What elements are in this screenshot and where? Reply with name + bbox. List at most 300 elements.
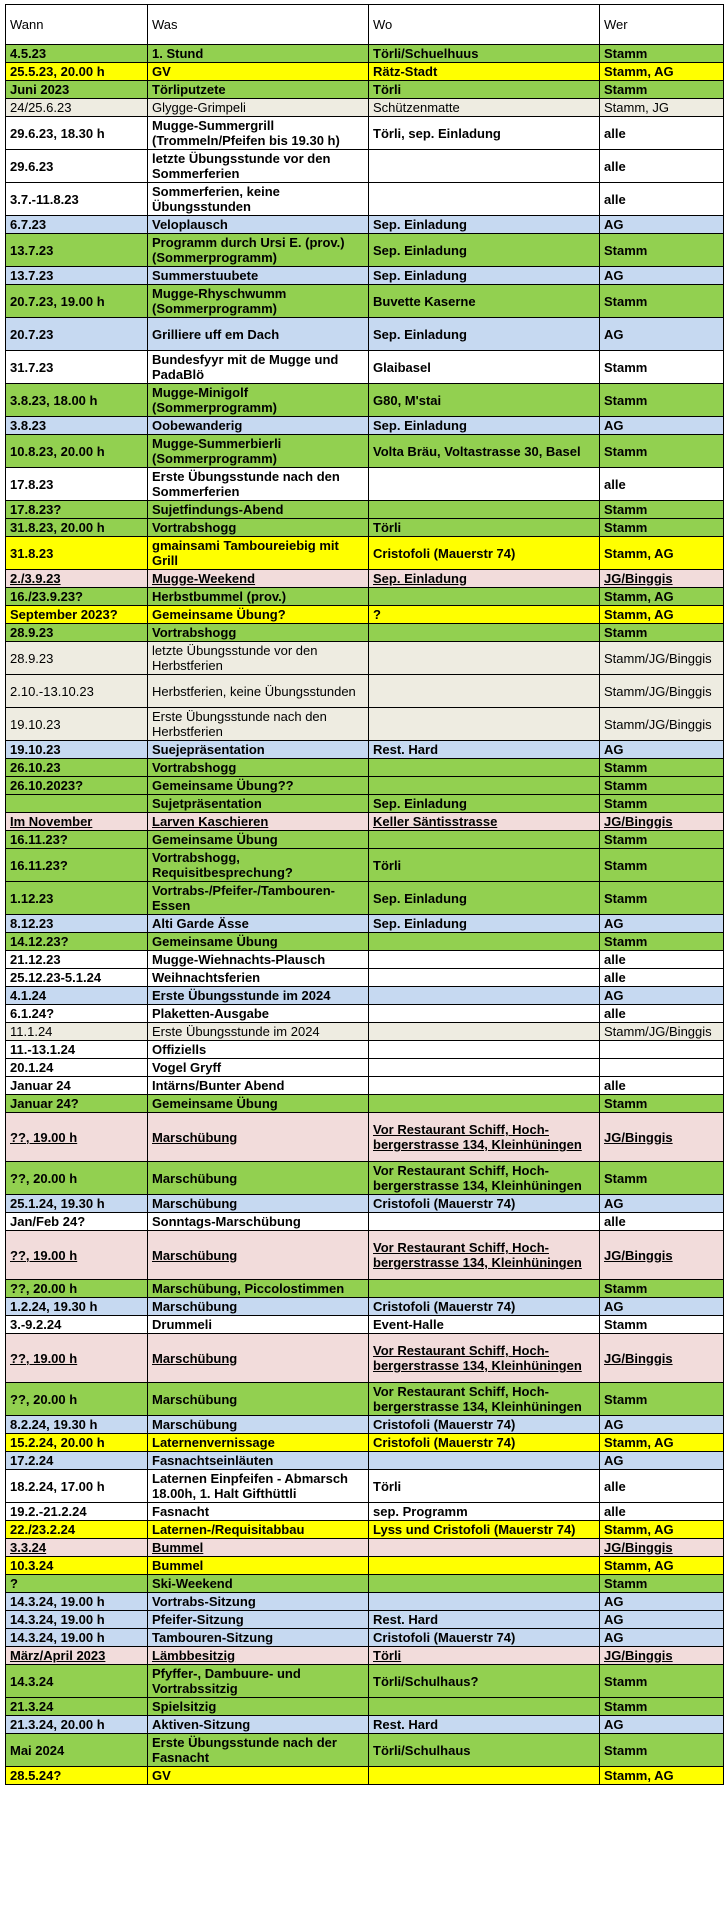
cell-wann: 3.-9.2.24 <box>6 1316 148 1334</box>
table-row <box>6 234 724 267</box>
cell-wer: AG <box>600 1593 724 1611</box>
cell-was: Mugge-Wiehnachts-Plausch <box>148 951 369 969</box>
cell-wann: Mai 2024 <box>6 1734 148 1767</box>
cell-was: Grilliere uff em Dach <box>148 318 369 351</box>
cell-wo: Schützenmatte <box>369 99 600 117</box>
cell-was: Bundesfyyr mit de Mugge und PadaBlö <box>148 351 369 384</box>
cell-wer: AG <box>600 1611 724 1629</box>
table-row <box>6 1005 724 1023</box>
cell-wo <box>369 1698 600 1716</box>
cell-was: Fasnachtseinläuten <box>148 1452 369 1470</box>
cell-was: Marschübung <box>148 1113 369 1162</box>
cell-wo: Törli <box>369 1470 600 1503</box>
cell-wo: Vor Restaurant Schiff, Hoch-bergerstrasse 134, Kleinhüningen <box>369 1334 600 1383</box>
cell-wann: 29.6.23 <box>6 150 148 183</box>
cell-wo <box>369 1077 600 1095</box>
cell-wo <box>369 777 600 795</box>
cell-wann: 3.8.23, 18.00 h <box>6 384 148 417</box>
cell-wann: 21.12.23 <box>6 951 148 969</box>
cell-wo <box>369 1593 600 1611</box>
cell-wann: Im November <box>6 813 148 831</box>
table-row <box>6 570 724 588</box>
cell-wer: Stamm <box>600 933 724 951</box>
table-row <box>6 1113 724 1162</box>
cell-wann: März/April 2023 <box>6 1647 148 1665</box>
cell-wann: 21.3.24 <box>6 1698 148 1716</box>
cell-wer: Stamm <box>600 81 724 99</box>
cell-wann: 6.1.24? <box>6 1005 148 1023</box>
cell-wer: JG/Binggis <box>600 1647 724 1665</box>
cell-wer <box>600 1059 724 1077</box>
table-row <box>6 63 724 81</box>
cell-was: Sujetfindungs-Abend <box>148 501 369 519</box>
cell-was: Marschübung <box>148 1334 369 1383</box>
cell-wann: 20.7.23 <box>6 318 148 351</box>
cell-wer: AG <box>600 741 724 759</box>
cell-wo: Buvette Kaserne <box>369 285 600 318</box>
cell-wann: ??, 19.00 h <box>6 1113 148 1162</box>
cell-wann: 14.3.24 <box>6 1665 148 1698</box>
cell-wann: 16./23.9.23? <box>6 588 148 606</box>
cell-wann: 26.10.2023? <box>6 777 148 795</box>
schedule-body <box>6 45 724 1785</box>
table-row <box>6 117 724 150</box>
cell-wer: Stamm <box>600 285 724 318</box>
cell-wo: Event-Halle <box>369 1316 600 1334</box>
cell-wann: 1.12.23 <box>6 882 148 915</box>
cell-was: GV <box>148 1767 369 1785</box>
table-row <box>6 1452 724 1470</box>
table-row <box>6 831 724 849</box>
cell-wann: 21.3.24, 20.00 h <box>6 1716 148 1734</box>
table-row <box>6 987 724 1005</box>
cell-wo <box>369 1767 600 1785</box>
cell-wann: 14.3.24, 19.00 h <box>6 1611 148 1629</box>
table-row <box>6 1734 724 1767</box>
table-row <box>6 759 724 777</box>
cell-was: Mugge-Weekend <box>148 570 369 588</box>
cell-wo: ? <box>369 606 600 624</box>
cell-wer: Stamm <box>600 351 724 384</box>
cell-was: Marschübung <box>148 1383 369 1416</box>
table-row <box>6 1611 724 1629</box>
cell-wo: Törli <box>369 1647 600 1665</box>
table-row <box>6 150 724 183</box>
cell-wo: Törli/Schulhaus? <box>369 1665 600 1698</box>
table-row <box>6 1416 724 1434</box>
cell-wer: JG/Binggis <box>600 1231 724 1280</box>
cell-wo: Rest. Hard <box>369 1611 600 1629</box>
cell-wer: alle <box>600 1005 724 1023</box>
cell-wo: Sep. Einladung <box>369 318 600 351</box>
cell-wann: Jan/Feb 24? <box>6 1213 148 1231</box>
cell-was: Erste Übungsstunde nach der Fasnacht <box>148 1734 369 1767</box>
cell-wann: 10.3.24 <box>6 1557 148 1575</box>
cell-wer: Stamm, AG <box>600 63 724 81</box>
cell-wer: Stamm <box>600 624 724 642</box>
cell-wo <box>369 933 600 951</box>
cell-wann: 19.2.-21.2.24 <box>6 1503 148 1521</box>
table-row <box>6 1629 724 1647</box>
cell-wann: September 2023? <box>6 606 148 624</box>
cell-wer: Stamm <box>600 759 724 777</box>
table-row <box>6 1503 724 1521</box>
table-row <box>6 1231 724 1280</box>
cell-wer: AG <box>600 417 724 435</box>
cell-wo: Törli/Schulhaus <box>369 1734 600 1767</box>
table-row <box>6 708 724 741</box>
cell-wer: Stamm <box>600 1734 724 1767</box>
cell-wer: Stamm, AG <box>600 1767 724 1785</box>
table-row <box>6 1298 724 1316</box>
cell-wer: Stamm <box>600 1280 724 1298</box>
table-row <box>6 1280 724 1298</box>
header-row <box>6 5 724 45</box>
cell-wer: Stamm <box>600 501 724 519</box>
cell-wo <box>369 969 600 987</box>
cell-wo <box>369 1059 600 1077</box>
table-row <box>6 588 724 606</box>
cell-wer: alle <box>600 1503 724 1521</box>
schedule-table <box>5 4 724 1785</box>
cell-wer: Stamm <box>600 234 724 267</box>
cell-wann: 11.-13.1.24 <box>6 1041 148 1059</box>
cell-wann: 15.2.24, 20.00 h <box>6 1434 148 1452</box>
cell-was: Sujetpräsentation <box>148 795 369 813</box>
cell-was: Programm durch Ursi E. (prov.) (Sommerprogramm) <box>148 234 369 267</box>
cell-was: 1. Stund <box>148 45 369 63</box>
cell-wo: Rest. Hard <box>369 741 600 759</box>
cell-was: Vortrabshogg <box>148 759 369 777</box>
cell-wann: 25.5.23, 20.00 h <box>6 63 148 81</box>
cell-was: Alti Garde Ässe <box>148 915 369 933</box>
cell-was: Intärns/Bunter Abend <box>148 1077 369 1095</box>
cell-wo <box>369 1213 600 1231</box>
cell-was: Drummeli <box>148 1316 369 1334</box>
cell-wer: alle <box>600 969 724 987</box>
table-row <box>6 1383 724 1416</box>
cell-wann: 16.11.23? <box>6 831 148 849</box>
table-row <box>6 285 724 318</box>
cell-was: Vortrabshogg, Requisitbesprechung? <box>148 849 369 882</box>
table-row <box>6 1593 724 1611</box>
cell-wo: Sep. Einladung <box>369 216 600 234</box>
cell-wer: AG <box>600 1195 724 1213</box>
cell-was: Bummel <box>148 1539 369 1557</box>
table-row <box>6 1539 724 1557</box>
table-row <box>6 1716 724 1734</box>
cell-was: Pfeifer-Sitzung <box>148 1611 369 1629</box>
cell-was: Marschübung <box>148 1416 369 1434</box>
table-row <box>6 468 724 501</box>
cell-wo <box>369 1005 600 1023</box>
cell-wo: Vor Restaurant Schiff, Hoch-bergerstrasse 134, Kleinhüningen <box>369 1231 600 1280</box>
cell-wer: alle <box>600 468 724 501</box>
cell-wo: Sep. Einladung <box>369 795 600 813</box>
header-wo: Wo <box>369 5 600 45</box>
cell-was: Vogel Gryff <box>148 1059 369 1077</box>
cell-wo <box>369 1041 600 1059</box>
cell-was: Vortrabs-/Pfeifer-/Tambouren-Essen <box>148 882 369 915</box>
table-row <box>6 267 724 285</box>
cell-wo: Rest. Hard <box>369 1716 600 1734</box>
cell-wann: ??, 19.00 h <box>6 1231 148 1280</box>
cell-wo <box>369 951 600 969</box>
cell-wann: 31.8.23, 20.00 h <box>6 519 148 537</box>
cell-wann: 28.5.24? <box>6 1767 148 1785</box>
cell-wo <box>369 642 600 675</box>
table-row <box>6 813 724 831</box>
cell-was: Vortrabshogg <box>148 519 369 537</box>
cell-wann: 25.1.24, 19.30 h <box>6 1195 148 1213</box>
table-row <box>6 1665 724 1698</box>
cell-wer: Stamm, AG <box>600 1521 724 1539</box>
cell-wer: AG <box>600 987 724 1005</box>
cell-wann: 10.8.23, 20.00 h <box>6 435 148 468</box>
cell-was: Marschübung <box>148 1298 369 1316</box>
table-row <box>6 1077 724 1095</box>
cell-was: Marschübung <box>148 1231 369 1280</box>
cell-wer: AG <box>600 267 724 285</box>
cell-was: Tambouren-Sitzung <box>148 1629 369 1647</box>
cell-was: Gemeinsame Übung? <box>148 606 369 624</box>
cell-wann: 8.12.23 <box>6 915 148 933</box>
cell-wer: JG/Binggis <box>600 570 724 588</box>
cell-wo: Sep. Einladung <box>369 882 600 915</box>
cell-wer: AG <box>600 1298 724 1316</box>
cell-was: Vortrabshogg <box>148 624 369 642</box>
cell-was: Laternen-/Requisitabbau <box>148 1521 369 1539</box>
cell-was: letzte Übungsstunde vor den Sommerferien <box>148 150 369 183</box>
cell-wer: alle <box>600 1470 724 1503</box>
cell-wo: Cristofoli (Mauerstr 74) <box>369 1434 600 1452</box>
table-row <box>6 1041 724 1059</box>
table-row <box>6 882 724 915</box>
cell-wann: ??, 19.00 h <box>6 1334 148 1383</box>
cell-wo <box>369 708 600 741</box>
cell-wer: AG <box>600 1629 724 1647</box>
cell-wo: Cristofoli (Mauerstr 74) <box>369 1416 600 1434</box>
cell-wer: AG <box>600 216 724 234</box>
header-wann: Wann <box>6 5 148 45</box>
table-row <box>6 1195 724 1213</box>
table-row <box>6 351 724 384</box>
cell-wer: alle <box>600 150 724 183</box>
cell-wer: Stamm <box>600 45 724 63</box>
cell-was: Gemeinsame Übung <box>148 933 369 951</box>
cell-wer: Stamm <box>600 1665 724 1698</box>
cell-wann: 28.9.23 <box>6 642 148 675</box>
cell-wo: sep. Programm <box>369 1503 600 1521</box>
table-row <box>6 795 724 813</box>
cell-wer: Stamm <box>600 1162 724 1195</box>
table-row <box>6 435 724 468</box>
cell-wann: ??, 20.00 h <box>6 1162 148 1195</box>
cell-wer: JG/Binggis <box>600 1113 724 1162</box>
cell-wer: alle <box>600 951 724 969</box>
cell-wann: 31.8.23 <box>6 537 148 570</box>
cell-wann: 14.12.23? <box>6 933 148 951</box>
cell-was: Erste Übungsstunde im 2024 <box>148 987 369 1005</box>
table-row <box>6 741 724 759</box>
cell-wann: 8.2.24, 19.30 h <box>6 1416 148 1434</box>
cell-wann: ??, 20.00 h <box>6 1383 148 1416</box>
cell-wann: 13.7.23 <box>6 267 148 285</box>
table-row <box>6 1434 724 1452</box>
table-row <box>6 1767 724 1785</box>
cell-wo <box>369 831 600 849</box>
cell-was: Marschübung, Piccolostimmen <box>148 1280 369 1298</box>
cell-wo: Rätz-Stadt <box>369 63 600 81</box>
cell-wo: Törli/Schuelhuus <box>369 45 600 63</box>
cell-wer: Stamm, AG <box>600 1434 724 1452</box>
cell-wer: Stamm <box>600 1698 724 1716</box>
cell-wann: 28.9.23 <box>6 624 148 642</box>
cell-wo: Törli <box>369 519 600 537</box>
cell-wann: 13.7.23 <box>6 234 148 267</box>
table-row <box>6 99 724 117</box>
table-row <box>6 1316 724 1334</box>
cell-wer: AG <box>600 1416 724 1434</box>
cell-wann: 19.10.23 <box>6 708 148 741</box>
cell-wo <box>369 1575 600 1593</box>
cell-wo <box>369 1557 600 1575</box>
cell-wo <box>369 1280 600 1298</box>
cell-wann: 17.8.23 <box>6 468 148 501</box>
table-row <box>6 642 724 675</box>
cell-was: Mugge-Rhyschwumm (Sommerprogramm) <box>148 285 369 318</box>
table-row <box>6 1213 724 1231</box>
cell-was: Ski-Weekend <box>148 1575 369 1593</box>
cell-was: Fasnacht <box>148 1503 369 1521</box>
cell-wo: Törli <box>369 81 600 99</box>
cell-wann: 19.10.23 <box>6 741 148 759</box>
table-row <box>6 1521 724 1539</box>
table-row <box>6 519 724 537</box>
table-row <box>6 318 724 351</box>
cell-wo: Cristofoli (Mauerstr 74) <box>369 1298 600 1316</box>
cell-was: Mugge-Minigolf (Sommerprogramm) <box>148 384 369 417</box>
cell-was: Sonntags-Marschübung <box>148 1213 369 1231</box>
cell-wer: JG/Binggis <box>600 1334 724 1383</box>
table-row <box>6 1023 724 1041</box>
cell-wer: JG/Binggis <box>600 1539 724 1557</box>
cell-wer: alle <box>600 117 724 150</box>
cell-wann: Januar 24? <box>6 1095 148 1113</box>
cell-was: letzte Übungsstunde vor den Herbstferien <box>148 642 369 675</box>
cell-was: Marschübung <box>148 1195 369 1213</box>
cell-wo: Vor Restaurant Schiff, Hoch-bergerstrasse 134, Kleinhüningen <box>369 1383 600 1416</box>
cell-wo: Vor Restaurant Schiff, Hoch-bergerstrasse 134, Kleinhüningen <box>369 1113 600 1162</box>
cell-wer: Stamm <box>600 882 724 915</box>
table-row <box>6 1698 724 1716</box>
cell-was: Plaketten-Ausgabe <box>148 1005 369 1023</box>
cell-wer: Stamm <box>600 384 724 417</box>
cell-was: Gemeinsame Übung <box>148 831 369 849</box>
cell-was: Gemeinsame Übung?? <box>148 777 369 795</box>
cell-wer: AG <box>600 1452 724 1470</box>
cell-wo <box>369 1539 600 1557</box>
cell-wer: Stamm <box>600 831 724 849</box>
cell-wer: Stamm <box>600 1383 724 1416</box>
cell-wann: 17.2.24 <box>6 1452 148 1470</box>
cell-wo: Sep. Einladung <box>369 267 600 285</box>
cell-wo: Glaibasel <box>369 351 600 384</box>
cell-wer: Stamm, AG <box>600 1557 724 1575</box>
header-wer: Wer <box>600 5 724 45</box>
cell-was: Summerstuubete <box>148 267 369 285</box>
cell-was: Bummel <box>148 1557 369 1575</box>
cell-wo <box>369 501 600 519</box>
cell-wann: 25.12.23-5.1.24 <box>6 969 148 987</box>
header-was: Was <box>148 5 369 45</box>
table-row <box>6 606 724 624</box>
cell-was: GV <box>148 63 369 81</box>
table-row <box>6 417 724 435</box>
cell-wer: Stamm, AG <box>600 588 724 606</box>
cell-wer: Stamm, JG <box>600 99 724 117</box>
cell-wann: ??, 20.00 h <box>6 1280 148 1298</box>
cell-wann: 2./3.9.23 <box>6 570 148 588</box>
cell-wann: Januar 24 <box>6 1077 148 1095</box>
cell-wo <box>369 987 600 1005</box>
cell-wann: 14.3.24, 19.00 h <box>6 1629 148 1647</box>
cell-was: Oobewanderig <box>148 417 369 435</box>
table-row <box>6 933 724 951</box>
cell-wann: 16.11.23? <box>6 849 148 882</box>
cell-wann: 14.3.24, 19.00 h <box>6 1593 148 1611</box>
cell-wann: 17.8.23? <box>6 501 148 519</box>
cell-wann <box>6 795 148 813</box>
cell-wer: JG/Binggis <box>600 813 724 831</box>
cell-was: Glygge-Grimpeli <box>148 99 369 117</box>
table-row <box>6 1470 724 1503</box>
cell-was: Larven Kaschieren <box>148 813 369 831</box>
cell-was: Mugge-Summerbierli (Sommerprogramm) <box>148 435 369 468</box>
table-row <box>6 183 724 216</box>
table-row <box>6 501 724 519</box>
cell-wann: 18.2.24, 17.00 h <box>6 1470 148 1503</box>
cell-was: Törliputzete <box>148 81 369 99</box>
table-row <box>6 969 724 987</box>
cell-wann: 26.10.23 <box>6 759 148 777</box>
table-row <box>6 1557 724 1575</box>
cell-wann: 1.2.24, 19.30 h <box>6 1298 148 1316</box>
cell-wer: Stamm <box>600 1316 724 1334</box>
table-row <box>6 45 724 63</box>
table-row <box>6 849 724 882</box>
cell-wer: alle <box>600 1077 724 1095</box>
cell-wo <box>369 468 600 501</box>
cell-wer: Stamm/JG/Binggis <box>600 708 724 741</box>
cell-wo: Törli <box>369 849 600 882</box>
cell-wer: Stamm, AG <box>600 606 724 624</box>
cell-was: Suejepräsentation <box>148 741 369 759</box>
cell-wann: 3.3.24 <box>6 1539 148 1557</box>
cell-wo: Sep. Einladung <box>369 915 600 933</box>
cell-wo <box>369 1095 600 1113</box>
cell-was: Mugge-Summergrill (Trommeln/Pfeifen bis 19.30 h) <box>148 117 369 150</box>
table-row <box>6 216 724 234</box>
schedule-container <box>5 4 723 1785</box>
cell-wo <box>369 624 600 642</box>
cell-wann: 3.8.23 <box>6 417 148 435</box>
cell-was: Offiziells <box>148 1041 369 1059</box>
cell-wo <box>369 588 600 606</box>
cell-was: Sommerferien, keine Übungsstunden <box>148 183 369 216</box>
cell-wo: Volta Bräu, Voltastrasse 30, Basel <box>369 435 600 468</box>
table-row <box>6 384 724 417</box>
